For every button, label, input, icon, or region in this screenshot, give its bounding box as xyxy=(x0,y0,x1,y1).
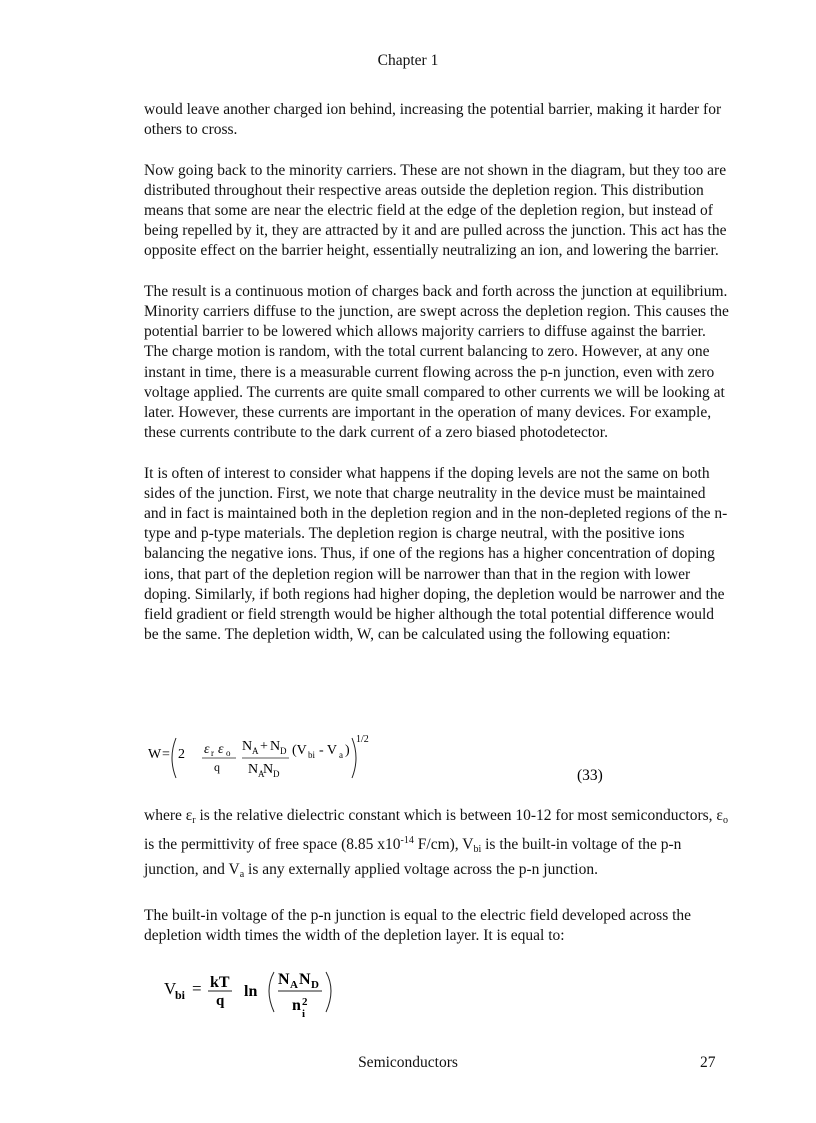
p5-sub-a: a xyxy=(239,869,245,881)
eq33-va-sub: a xyxy=(339,750,343,760)
p5-sub-bi: bi xyxy=(473,844,482,856)
equation-vbi-graphic xyxy=(144,960,444,1030)
vbi-ln: ln xyxy=(244,983,258,1000)
vbi-left-paren xyxy=(269,972,274,1012)
p5-text-d: F/cm), V xyxy=(413,836,474,854)
p5-sup-exp: -14 xyxy=(400,835,414,847)
eq33-eps-r-sub: r xyxy=(211,748,214,758)
eq33-eps-r: ε xyxy=(204,742,210,757)
vbi-lhs: V xyxy=(164,979,177,998)
eq33-eps-o-sub: o xyxy=(226,748,231,758)
eq33-nd-sub: D xyxy=(280,746,287,756)
equation-33 xyxy=(144,728,729,788)
p5-sub-o: o xyxy=(722,815,728,826)
eq33-minus-va: - V xyxy=(319,743,338,758)
paragraph-5 xyxy=(144,806,729,886)
paragraph-1: would leave another charged ion behind, increasing the potential barrier, making it harder for others to cross. xyxy=(144,101,722,139)
p5-text-e: is the built-in voltage of the p-n junction, and V xyxy=(144,836,682,879)
equation-33-graphic xyxy=(144,728,729,788)
eq33-exponent: 1/2 xyxy=(356,734,369,745)
eq33-v-open: (V xyxy=(292,743,307,758)
paragraph-3: The result is a continuous motion of charges back and forth across the junction at equilibrium. Minority carriers diffuse to the junction, are swept across the depletion region. This causes the potential barrier to be lowered which allows majority carriers to diffuse against the barrier. The charge motion is random, with the total current balancing to zero. However, at any one instant in time, there is a measurable current flowing across the p-n junction, even with zero voltage applied. The currents are quite small compared to other currents we will be looking at later. However, these currents are important in the operation of many devices. For example, these currents contribute to the dark current of a zero biased photodetector. xyxy=(144,282,729,442)
chapter-header: Chapter 1 xyxy=(377,52,439,69)
vbi-nd: N xyxy=(299,971,311,988)
p5-text-f: is any externally applied voltage across the p-n junction. xyxy=(244,861,598,879)
eq33-vbi-sub: bi xyxy=(308,750,316,760)
eq33-lhs: W xyxy=(148,747,162,762)
p5-text-b: is the relative dielectric constant which is between 10-12 for most semiconductors, ε xyxy=(195,807,723,824)
vbi-lhs-sub: bi xyxy=(175,988,186,1002)
p5-text-a: where ε xyxy=(144,807,193,824)
equation-vbi xyxy=(144,960,729,1030)
vbi-na-sub: A xyxy=(290,979,298,991)
eq33-plus: + xyxy=(260,739,268,754)
eq33-na-den: N xyxy=(248,762,259,777)
vbi-q: q xyxy=(216,993,225,1009)
p5-text-c: is the permittivity of free space (8.85 x10 xyxy=(144,836,401,854)
eq33-nd: N xyxy=(270,739,281,754)
p5-sub-r: r xyxy=(192,815,196,826)
footer-title: Semiconductors xyxy=(358,1054,458,1071)
eq33-coef: 2 xyxy=(178,747,185,762)
eq33-eps-o: ε xyxy=(218,742,224,757)
page-number: 27 xyxy=(700,1054,716,1071)
eq33-q: q xyxy=(214,760,220,774)
body-text xyxy=(144,100,729,666)
eq33-na: N xyxy=(242,739,253,754)
vbi-ni-sup: 2 xyxy=(302,996,308,1008)
paragraph-6: The built-in voltage of the p-n junction is equal to the electric field developed across the depletion width times the width of the depletion layer. It is equal to: xyxy=(144,906,692,944)
paragraph-2: Now going back to the minority carriers. These are not shown in the diagram, but they too are distributed throughout their respective areas outside the depletion region. This distribution means that some are near the electric field at the edge of the depletion region, but instead of being repelled by it, they are attracted by it and are pulled across the junction. This act has the opposite effect on the barrier height, essentially neutralizing an ion, and lowering the barrier. xyxy=(144,161,727,260)
eq33-na-den-sub: A xyxy=(258,769,265,779)
eq33-nd-den: N xyxy=(263,762,274,777)
vbi-ni-sub: i xyxy=(302,1008,306,1020)
paragraph-4: It is often of interest to consider what happens if the doping levels are not the same on both sides of the junction. First, we note that charge neutrality in the device must be maintained and in fact is maintained both in the depletion region and in the non-depleted regions of the n-type and p-type materials. The depletion region is charge neutral, with the positive ions balancing the negative ions. Thus, if one of the regions has a higher concentration of doping ions, that part of the depletion region will be narrower than that in the region with lower doping. Similarly, if both regions had higher doping, the depletion would be narrower and the field gradient or field strength would be higher although the total potential difference would be the same. The depletion width, W, can be calculated using the following equation: xyxy=(144,464,728,644)
vbi-kt: kT xyxy=(210,974,230,991)
body-text-lower xyxy=(144,806,729,966)
eq33-v-close: ) xyxy=(345,743,350,758)
vbi-equals: = xyxy=(192,979,202,998)
eq33-left-paren xyxy=(172,738,176,778)
vbi-nd-sub: D xyxy=(311,979,319,991)
eq33-number: (33) xyxy=(577,767,603,784)
vbi-na: N xyxy=(278,971,290,988)
eq33-equals: = xyxy=(162,747,170,762)
vbi-right-paren xyxy=(326,972,331,1012)
vbi-ni: n xyxy=(292,997,301,1014)
eq33-nd-den-sub: D xyxy=(273,769,280,779)
eq33-na-sub: A xyxy=(252,746,259,756)
